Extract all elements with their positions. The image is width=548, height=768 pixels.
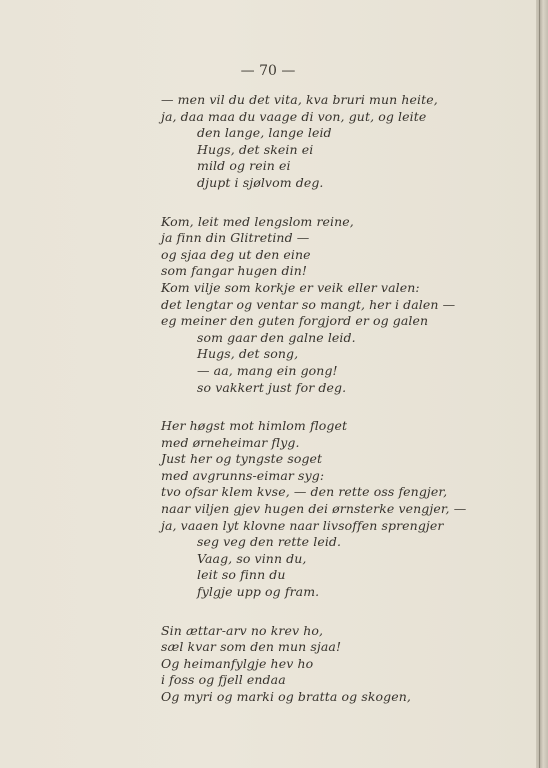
poem-line: eg meiner den guten forgjord er og galen (161, 313, 429, 329)
poem-line: i foss og fjell endaa (161, 672, 286, 688)
poem-line: som gaar den galne leid. (197, 329, 356, 345)
poem-line: med ørneheimar flyg. (161, 434, 300, 450)
page-number: — 70 — (240, 63, 296, 79)
poem-line: Og heimanfylgje hev ho (161, 655, 314, 671)
poem-line: sæl kvar som den mun sjaa! (161, 639, 342, 655)
stanza (161, 214, 466, 397)
poem-line: — aa, mang ein gong! (197, 362, 338, 378)
stanza (161, 92, 466, 192)
stanza (161, 623, 466, 706)
poem-line: leit so finn du (197, 567, 286, 583)
poem-line: Her høgst mot himlom floget (161, 418, 348, 434)
poem-line: Vaag, so vinn du, (197, 550, 307, 566)
poem-line: mild og rein ei (197, 158, 291, 174)
poem-line: ja, vaaen lyt klovne naar livsoffen sprengjer (161, 517, 444, 533)
poem-line: som fangar hugen din! (161, 263, 307, 279)
poem-line: ja, daa maa du vaage di von, gut, og leite (161, 108, 427, 124)
poem-line: det lengtar og ventar so mangt, her i dalen — (161, 296, 456, 312)
poem-line: seg veg den rette leid. (197, 534, 342, 550)
poem-text (161, 92, 466, 706)
poem-line: Kom vilje som korkje er veik eller valen: (161, 279, 420, 295)
poem-line: med avgrunns-eimar syg: (161, 467, 325, 483)
poem-line: Hugs, det song, (197, 346, 299, 362)
poem-line: so vakkert just for deg. (197, 379, 347, 395)
stanza (161, 418, 466, 601)
poem-line: ja finn din Glitretind — (161, 230, 310, 246)
poem-line: den lange, lange leid (197, 125, 332, 141)
poem-line: djupt i sjølvom deg. (197, 174, 324, 190)
poem-line: og sjaa deg ut den eine (161, 246, 311, 262)
poem-line: — men vil du det vita, kva bruri mun heite, (161, 92, 438, 107)
page-edge (536, 0, 548, 768)
poem-line: Just her og tyngste soget (161, 451, 323, 467)
poem-line: tvo ofsar klem kvse, — den rette oss fengjer, (161, 484, 448, 500)
poem-line: Og myri og marki og bratta og skogen, (161, 689, 411, 704)
poem-line: naar viljen gjev hugen dei ørnsterke vengjer, — (161, 501, 467, 517)
poem-line: Kom, leit med lengslom reine, (161, 213, 354, 229)
poem-line: fylgje upp og fram. (197, 584, 320, 600)
poem-line: Hugs, det skein ei (197, 141, 314, 157)
poem-line: Sin ættar-arv no krev ho, (161, 622, 324, 638)
